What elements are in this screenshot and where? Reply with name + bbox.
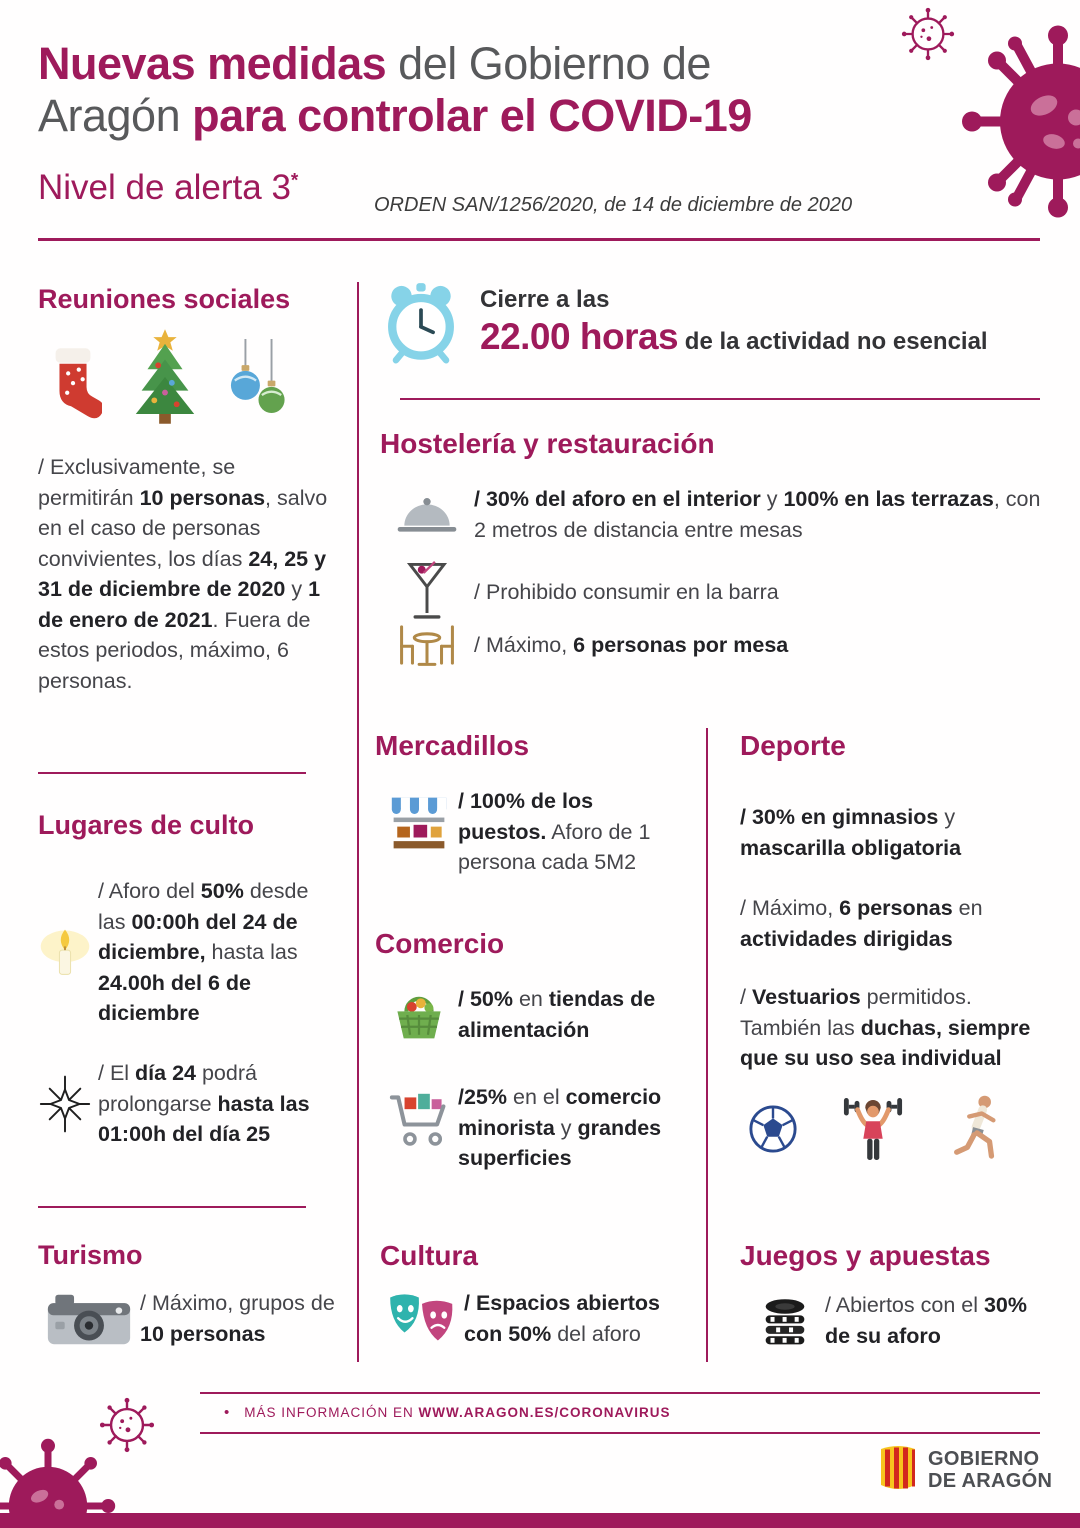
section-title-juegos: Juegos y apuestas [740,1240,991,1271]
hosteleria-item-1 [380,484,1042,545]
left-divider-1 [38,772,306,774]
section-title-comercio: Comercio [375,928,505,959]
more-info-url[interactable]: WWW.ARAGON.ES/CORONAVIRUS [418,1405,671,1420]
christmas-tree-icon [128,328,202,431]
shopping-cart-icon [380,1092,458,1148]
grocery-basket-icon [380,988,458,1042]
hosteleria-item-2-text: / Prohibido consumir en la barra [474,579,779,604]
section-title-culto: Lugares de culto [38,810,255,840]
deporte-item-2-text: / Máximo, 6 personas en actividades dirigidas [740,896,983,951]
closure-time: 22.00 horas [480,316,679,357]
turismo-item-1-text: / Máximo, grupos de 10 personas [140,1291,335,1346]
left-divider-2 [38,1206,306,1208]
juegos-item-1 [745,1290,1041,1351]
turismo-item-1 [38,1288,344,1349]
more-info [224,1404,671,1421]
section-title-hosteleria: Hostelería y restauración [380,428,715,459]
hosteleria-item-1-text: / 30% del aforo en el interior y 100% en las terrazas, con 2 metros de distancia entre mesas [474,487,1041,542]
weightlifter-icon [842,1094,904,1169]
alert-level [38,168,298,208]
vertical-divider-columns [706,728,708,1362]
bottom-accent-bar [0,1513,1080,1528]
section-title-mercadillos: Mercadillos [375,730,530,761]
more-info-label: MÁS INFORMACIÓN EN [244,1405,419,1420]
header-divider [38,238,1040,241]
closure-banner [480,286,988,358]
cocktail-icon [380,560,474,624]
alarm-clock-icon [382,282,460,371]
culto-item-2-text: / El día 24 podrá prolongarse hasta las 01:00h del día 25 [98,1061,310,1147]
section-title-deporte: Deporte [740,730,846,761]
juegos-item-1-text: / Abiertos con el 30% de su aforo [825,1293,1027,1348]
vertical-divider-main [357,282,359,1362]
runner-icon [948,1094,1004,1169]
virus-icon [958,14,1080,229]
gov-logo-text [928,1449,1052,1492]
table-chairs-icon [380,622,474,668]
section-title-reuniones: Reuniones sociales [38,284,291,314]
section-title-turismo: Turismo [38,1240,143,1270]
gov-line-1: GOBIERNO [928,1447,1040,1470]
hosteleria-item-3-text: / Máximo, 6 personas por mesa [474,632,789,657]
aragon-emblem-icon [878,1444,918,1497]
reuniones-text: / Exclusivamente, se permitirán 10 personas, salvo en el caso de personas convivientes, los días 24, 25 y 31 de diciembre de 2020 y 1 de enero de 2021. Fuera de estos periodos, máximo, 6 personas. [38,455,328,693]
christmas-icons [44,328,288,431]
sports-icons [748,1094,1004,1169]
closure-prefix: Cierre a las [480,286,610,313]
hosteleria-item-2 [380,560,1042,624]
theater-masks-icon [380,1291,464,1347]
mercadillos-item-1-text: / 100% de los puestos. Aforo de 1 persona cada 5M2 [458,789,651,875]
bullet-icon: • [224,1404,231,1421]
alert-level-text: Nivel de alerta 3 [38,168,291,207]
culto-item-1 [32,876,338,1029]
deporte-item-1-text: / 30% en gimnasios y mascarilla obligatoria [740,805,962,860]
cultura-item-1 [380,1288,696,1349]
culto-item-2 [32,1058,338,1150]
camera-icon [38,1290,140,1348]
gov-line-2: DE ARAGÓN [928,1469,1053,1492]
cloche-icon [380,493,474,537]
footer-divider-top [200,1392,1040,1394]
star-icon [32,1075,98,1133]
deporte-item-3-text: / Vestuarios permitidos. También las duchas, siempre que su uso sea individual [740,985,1031,1071]
cultura-item-1-text: / Espacios abiertos con 50% del aforo [464,1291,660,1346]
closure-divider [400,398,1040,400]
footer-divider-bottom [200,1432,1040,1434]
market-stall-icon [380,794,458,852]
title-gray-1: del Gobierno de [386,38,711,89]
stocking-icon [44,346,102,431]
gobierno-aragon-logo [878,1444,1052,1497]
virus-outline-icon [900,6,956,62]
comercio-item-1 [380,984,682,1045]
comercio-item-2-text: /25% en el comercio minorista y grandes superficies [458,1085,662,1171]
closure-suffix: de la actividad no esencial [678,328,988,355]
comercio-item-1-text: / 50% en tiendas de alimentación [458,987,656,1042]
page-title [38,38,752,142]
mercadillos-item-1 [380,786,682,878]
poker-chips-icon [745,1296,825,1346]
order-reference: ORDEN SAN/1256/2020, de 14 de diciembre de 2020 [374,194,853,216]
hosteleria-item-3 [380,622,1042,668]
title-accent-1: Nuevas medidas [38,38,387,89]
ornaments-icon [228,339,288,431]
section-title-cultura: Cultura [380,1240,478,1271]
comercio-item-2 [380,1082,690,1174]
title-accent-2: para controlar el COVID-19 [192,90,752,142]
title-gray-2: Aragón [38,90,193,142]
culto-item-1-text: / Aforo del 50% desde las 00:00h del 24 de diciembre, hasta las 24.00h del 6 de diciembre [98,879,309,1026]
candle-icon [32,922,98,982]
soccer-ball-icon [748,1104,798,1159]
alert-footnote-mark: * [290,170,299,192]
